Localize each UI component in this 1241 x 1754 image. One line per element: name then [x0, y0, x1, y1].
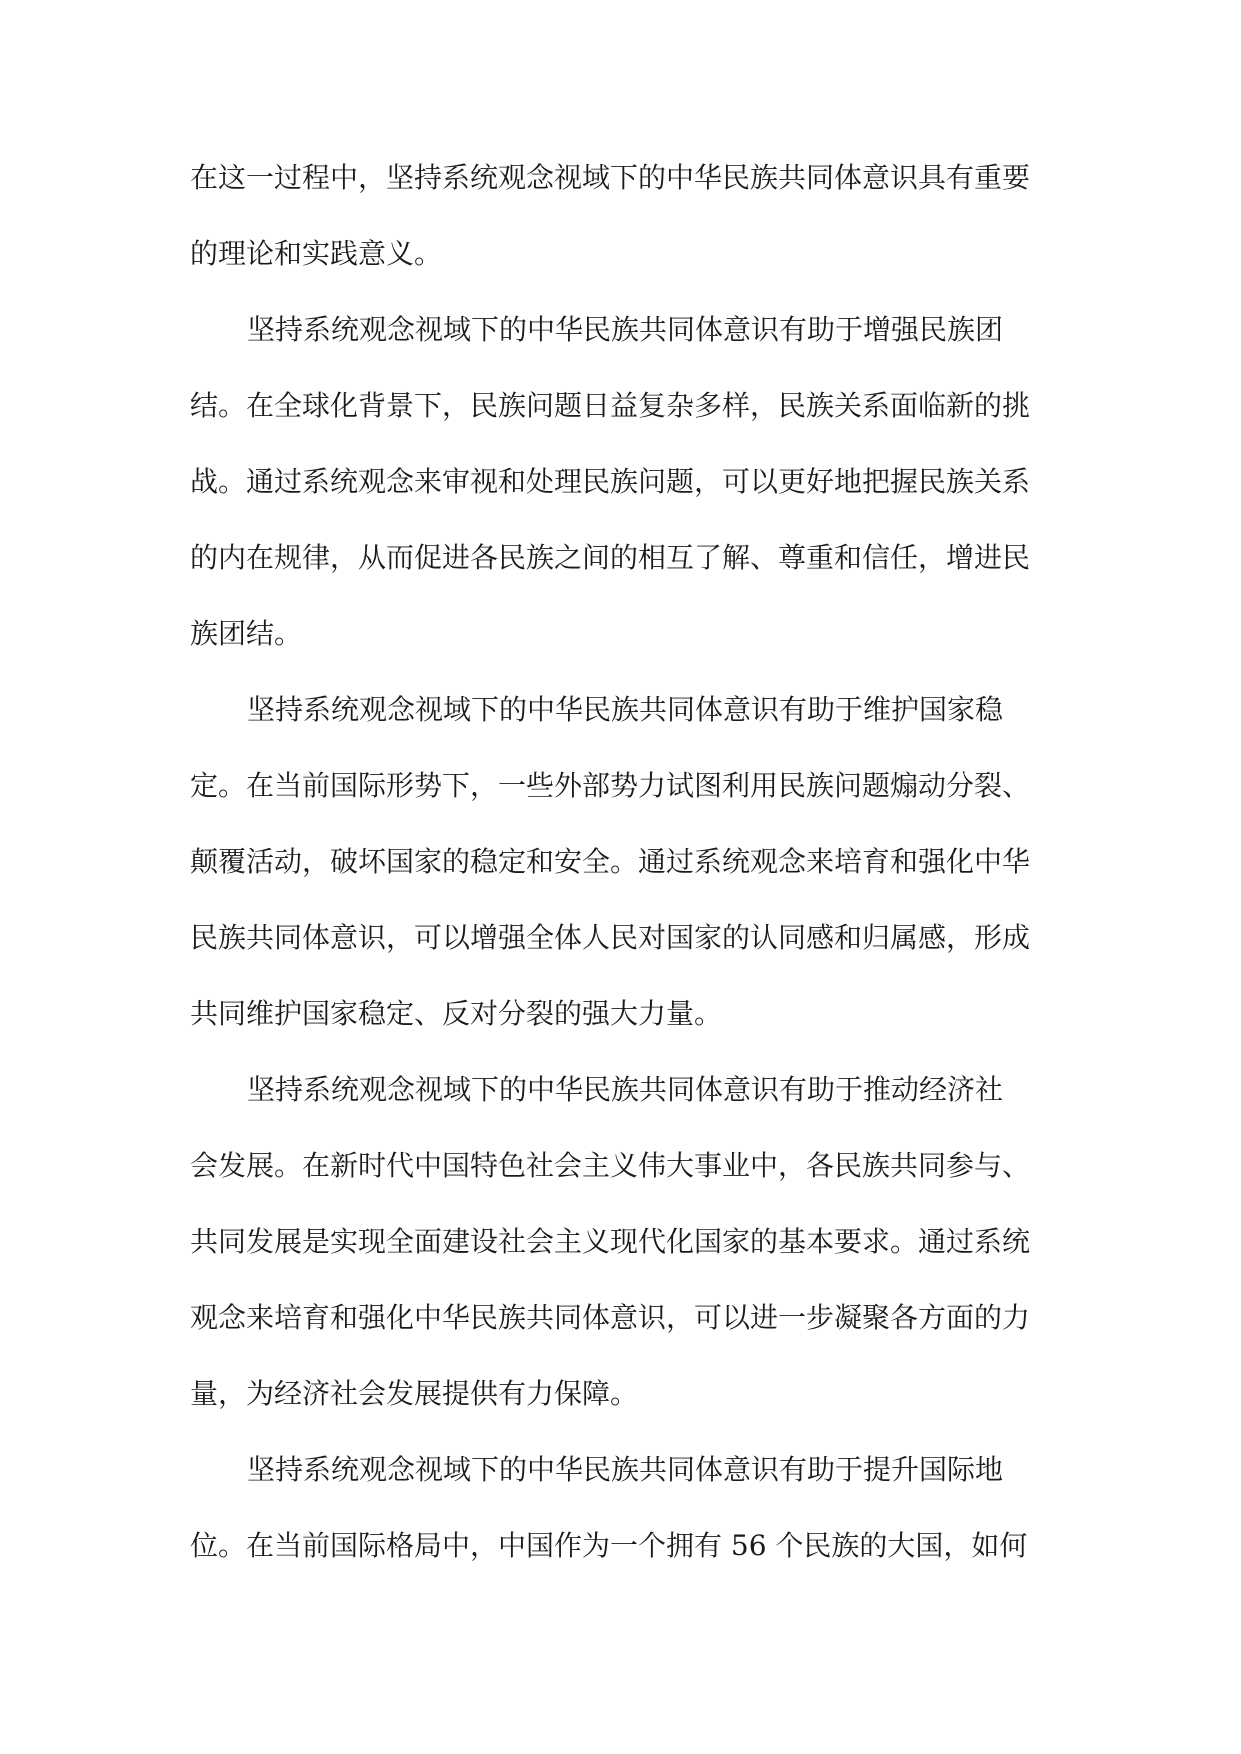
text-line: 共同发展是实现全面建设社会主义现代化国家的基本要求。通过系统	[190, 1225, 1031, 1258]
text-line: 观念来培育和强化中华民族共同体意识，可以进一步凝聚各方面的力	[190, 1301, 1031, 1334]
paragraph-first-line: 坚持系统观念视域下的中华民族共同体意识有助于增强民族团	[247, 313, 1004, 346]
text-line: 的内在规律，从而促进各民族之间的相互了解、尊重和信任，增进民	[190, 541, 1031, 574]
text-line: 战。通过系统观念来审视和处理民族问题，可以更好地把握民族关系	[190, 465, 1031, 498]
text-line: 定。在当前国际形势下，一些外部势力试图利用民族问题煽动分裂、	[190, 769, 1031, 802]
text-line: 位。在当前国际格局中，中国作为一个拥有 56 个民族的大国，如何	[190, 1529, 1028, 1562]
paragraph-first-line: 坚持系统观念视域下的中华民族共同体意识有助于提升国际地	[247, 1453, 1004, 1486]
text-line: 会发展。在新时代中国特色社会主义伟大事业中，各民族共同参与、	[190, 1149, 1031, 1182]
text-line: 颠覆活动，破坏国家的稳定和安全。通过系统观念来培育和强化中华	[190, 845, 1031, 878]
text-line: 共同维护国家稳定、反对分裂的强大力量。	[190, 997, 723, 1030]
body-text	[190, 140, 1050, 1584]
paragraph-first-line: 坚持系统观念视域下的中华民族共同体意识有助于维护国家稳	[247, 693, 1004, 726]
text-line: 民族共同体意识，可以增强全体人民对国家的认同感和归属感，形成	[190, 921, 1031, 954]
text-line: 族团结。	[190, 617, 303, 650]
paragraph-first-line: 坚持系统观念视域下的中华民族共同体意识有助于推动经济社	[247, 1073, 1004, 1106]
text-line: 结。在全球化背景下，民族问题日益复杂多样，民族关系面临新的挑	[190, 389, 1031, 422]
text-line: 的理论和实践意义。	[190, 237, 443, 270]
text-line: 在这一过程中，坚持系统观念视域下的中华民族共同体意识具有重要	[190, 161, 1031, 194]
text-line: 量，为经济社会发展提供有力保障。	[190, 1377, 639, 1410]
